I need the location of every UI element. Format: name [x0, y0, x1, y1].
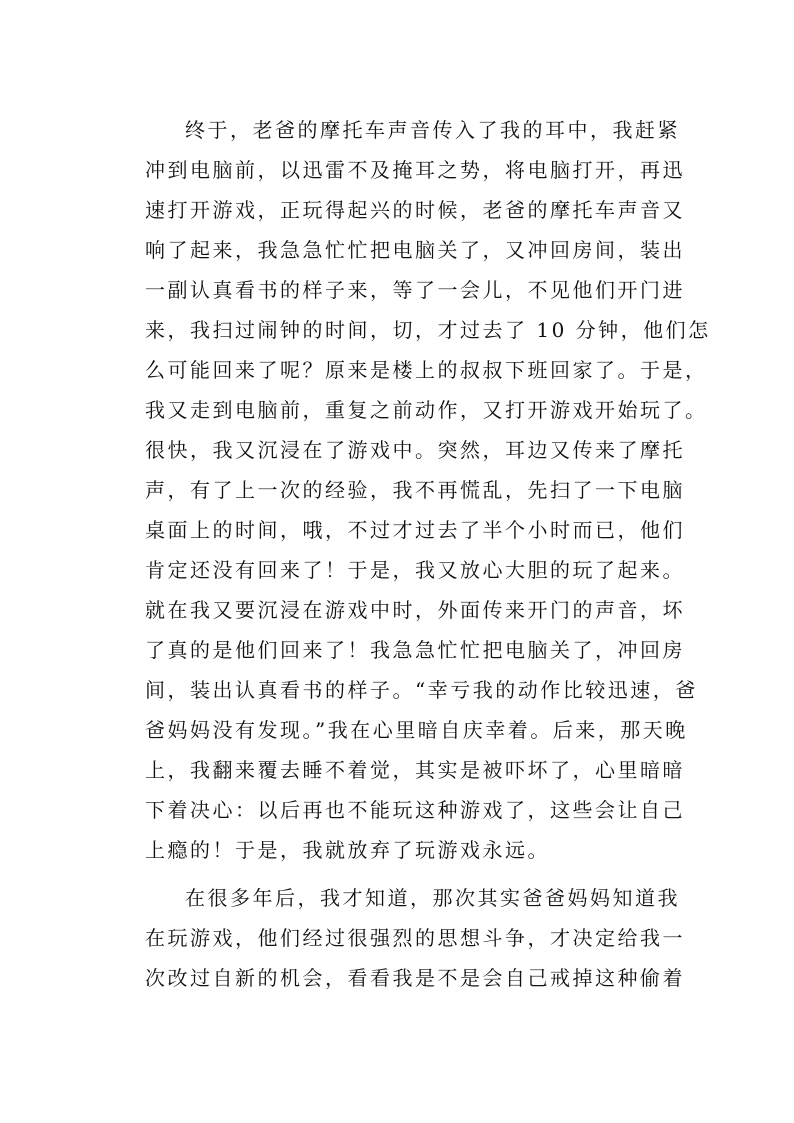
text-line: 在很多年后，我才知道，那次其实爸爸妈妈知道我 [185, 886, 680, 910]
text-line: 终于，老爸的摩托车声音传入了我的耳中，我赶紧 [185, 118, 680, 142]
text-line: 么可能回来了呢？原来是楼上的叔叔下班回家了。于是， [145, 358, 708, 382]
text-line: 很快，我又沉浸在了游戏中。突然，耳边又传来了摩托 [145, 438, 685, 462]
text-line: 上瘾的！于是，我就放弃了玩游戏永远。 [145, 838, 550, 862]
paragraph-1 [145, 110, 711, 870]
text-line: 下着决心：以后再也不能玩这种游戏了，这些会让自己 [145, 798, 685, 822]
body-text [145, 110, 711, 998]
text-line: 次改过自新的机会，看看我是不是会自己戒掉这种偷着 [145, 966, 685, 990]
text-line: 冲到电脑前，以迅雷不及掩耳之势，将电脑打开，再迅 [145, 158, 685, 182]
text-line: 响了起来，我急急忙忙把电脑关了，又冲回房间，装出 [145, 238, 685, 262]
text-line: 声，有了上一次的经验，我不再慌乱，先扫了一下电脑 [145, 478, 685, 502]
text-line: 我又走到电脑前，重复之前动作，又打开游戏开始玩了。 [145, 398, 708, 422]
text-line: 就在我又要沉浸在游戏中时，外面传来开门的声音，坏 [145, 598, 685, 622]
text-line: 上，我翻来覆去睡不着觉，其实是被吓坏了，心里暗暗 [145, 758, 685, 782]
text-line: 一副认真看书的样子来，等了一会儿，不见他们开门进 [145, 278, 685, 302]
paragraph-2 [145, 878, 685, 998]
text-line: 来，我扫过闹钟的时间，切，才过去了 10 分钟，他们怎 [145, 318, 711, 342]
text-line: 肯定还没有回来了！于是，我又放心大胆的玩了起来。 [145, 558, 685, 582]
text-line: 在玩游戏，他们经过很强烈的思想斗争，才决定给我一 [145, 926, 685, 950]
text-line: 爸妈妈没有发现。”我在心里暗自庆幸着。后来，那天晚 [145, 718, 688, 742]
text-line: 速打开游戏，正玩得起兴的时候，老爸的摩托车声音又 [145, 198, 685, 222]
text-line: 了真的是他们回来了！我急急忙忙把电脑关了，冲回房 [145, 638, 685, 662]
text-line: 间，装出认真看书的样子。“幸亏我的动作比较迅速，爸 [145, 678, 698, 702]
text-line: 桌面上的时间，哦，不过才过去了半个小时而已，他们 [145, 518, 685, 542]
